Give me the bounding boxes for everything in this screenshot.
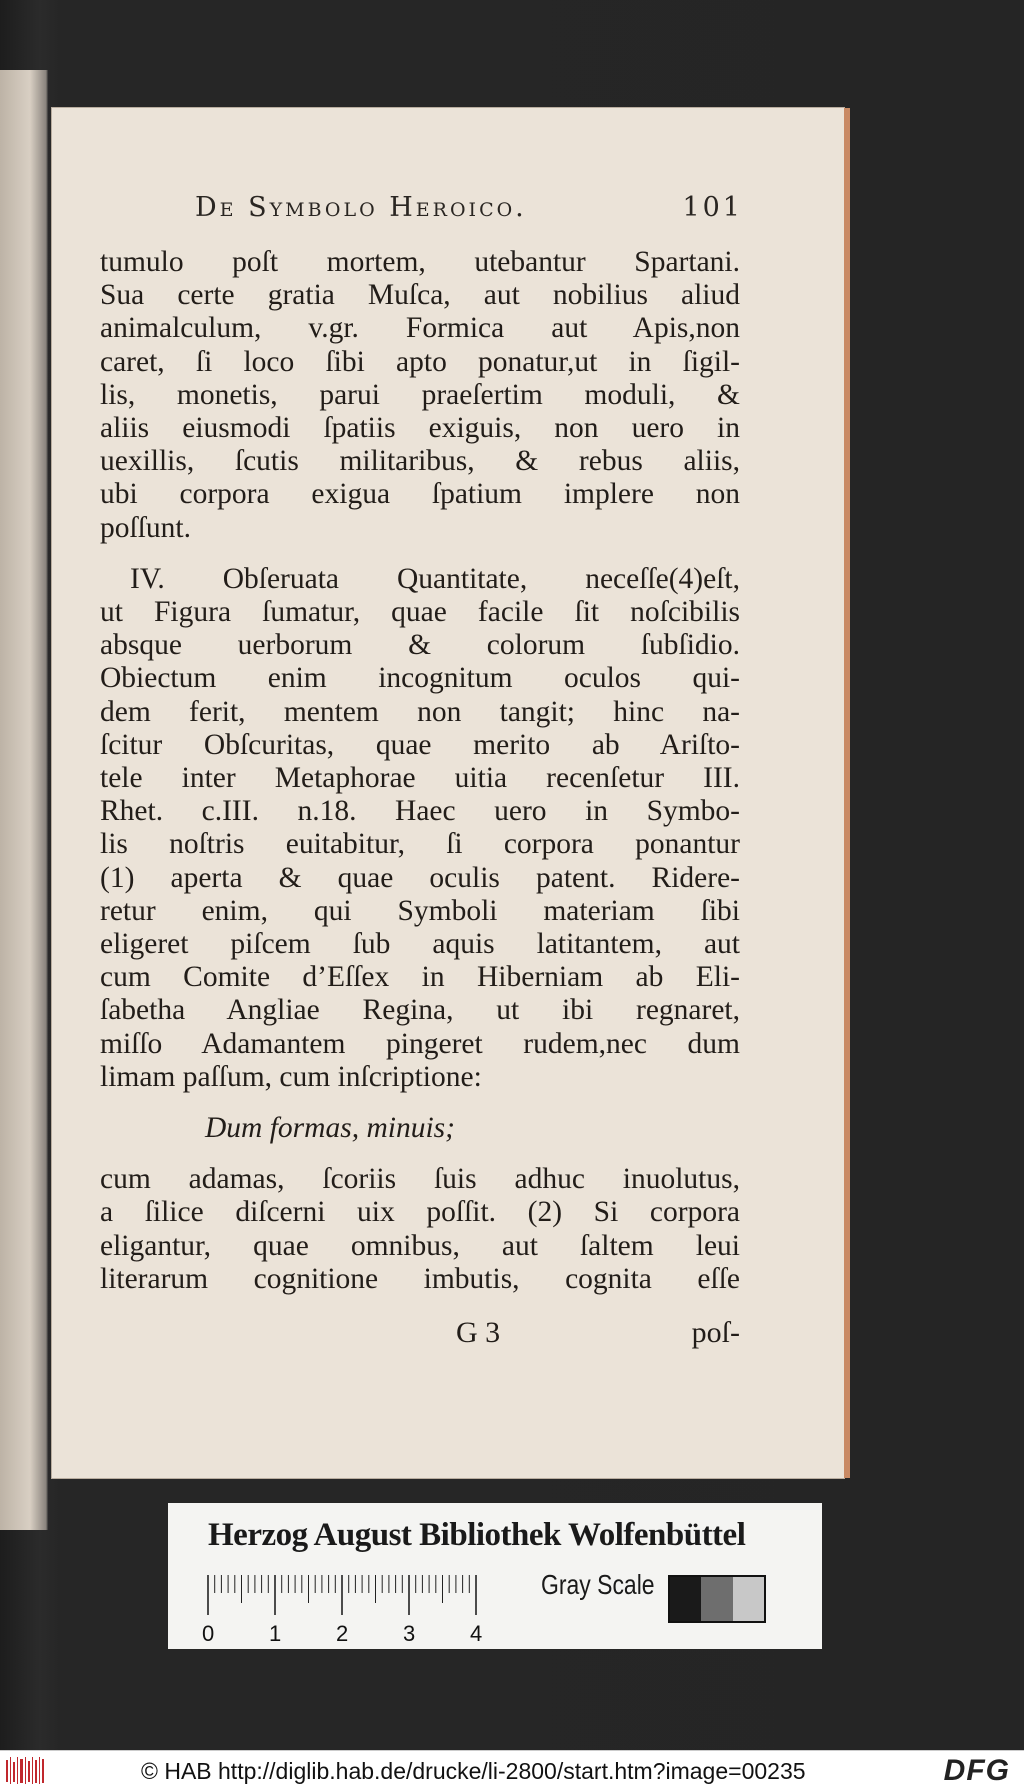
text-line: eligantur, quae omnibus, aut ſaltem leui	[100, 1229, 740, 1262]
page-number: 101	[682, 192, 743, 223]
text-line: caret, ſi loco ſibi apto ponatur,ut in ſigil-	[100, 345, 740, 378]
signature-mark: G 3	[456, 1316, 501, 1349]
running-title: De Symbolo Heroico.	[195, 192, 527, 223]
text-line: a ſilice diſcerni uix poſſit. (2) Si corpora	[100, 1196, 740, 1229]
text-line: dem ferit, mentem non tangit; hinc na-	[100, 695, 740, 728]
library-color-card	[168, 1503, 822, 1649]
text-line: Sua certe gratia Muſca, aut nobilius aliud	[100, 279, 740, 312]
paragraph	[100, 563, 740, 1094]
text-line: poſſunt.	[100, 511, 191, 544]
text-line: tumulo poſt mortem, utebantur Spartani.	[100, 246, 740, 278]
text-line: animalculum, v.gr. Formica aut Apis,non	[100, 312, 740, 345]
barcode-icon	[6, 1757, 44, 1784]
text-line: aliis eiusmodi ſpatiis exiguis, non uero in	[100, 412, 740, 445]
text-line: eligeret piſcem ſub aquis latitantem, aut	[100, 928, 740, 961]
text-line: limam paſſum, cum inſcriptione:	[100, 1060, 482, 1093]
ruler-number: 0	[202, 1621, 215, 1646]
ruler-numbers	[202, 1621, 536, 1646]
ruler-number: 2	[336, 1621, 349, 1646]
text-line: ſabetha Angliae Regina, ut ibi regnaret,	[100, 994, 740, 1027]
measurement-ruler	[202, 1571, 516, 1646]
text-line: uexillis, ſcutis militaribus, & rebus aliis,	[100, 445, 740, 478]
text-line: lis noſtris euitabitur, ſi corpora ponantur	[100, 828, 740, 861]
text-line: IV. Obſeruata Quantitate, neceſſe(4)eſt,	[130, 562, 740, 595]
text-line: tele inter Metaphorae uitia recenſetur III.	[100, 762, 740, 795]
text-line: ut Figura ſumatur, quae facile ſit noſcibilis	[100, 596, 740, 629]
catchword: poſ-	[691, 1316, 740, 1349]
text-line: literarum cognitione imbutis, cognita eſſe	[100, 1262, 740, 1295]
text-line: Rhet. c.III. n.18. Haec uero in Symbo-	[100, 795, 740, 828]
paragraph	[100, 1112, 740, 1145]
text-line: cum adamas, ſcoriis ſuis adhuc inuolutus,	[100, 1163, 740, 1196]
gray-scale-label: Gray Scale	[541, 1569, 655, 1600]
ruler-number: 4	[470, 1621, 483, 1646]
running-header	[195, 192, 743, 223]
gray-swatch	[670, 1577, 701, 1621]
paragraph	[100, 246, 740, 545]
text-line: ſcitur Obſcuritas, quae merito ab Ariſto-	[100, 728, 740, 761]
text-line: Obiectum enim incognitum oculos qui-	[100, 662, 740, 695]
gray-scale-swatches	[668, 1575, 766, 1623]
gray-swatch	[733, 1577, 764, 1621]
adjacent-page-edge	[0, 70, 48, 1530]
ruler-number: 3	[403, 1621, 416, 1646]
text-line: absque uerborum & colorum ſubſidio.	[100, 629, 740, 662]
book-page	[52, 108, 844, 1478]
paragraph	[100, 1163, 740, 1296]
ruler-number: 1	[269, 1621, 282, 1646]
verse-line: Dum formas, minuis;	[205, 1112, 455, 1145]
ruler-ticks	[206, 1571, 516, 1615]
text-line: (1) aperta & quae oculis patent. Ridere-	[100, 861, 740, 894]
text-line: ubi corpora exigua ſpatium implere non	[100, 478, 740, 511]
text-line: cum Comite d’Eſſex in Hiberniam ab Eli-	[100, 961, 740, 994]
gray-swatch	[701, 1577, 732, 1621]
text-line: miſſo Adamantem pingeret rudem,nec dum	[100, 1027, 740, 1060]
dfg-logo: DFG	[943, 1754, 1010, 1787]
text-line: lis, monetis, parui praeſertim moduli, &	[100, 378, 740, 411]
page-body-text	[100, 246, 740, 1296]
copyright-link[interactable]: © HAB http://diglib.hab.de/drucke/li-2800/start.htm?image=00235	[141, 1758, 806, 1784]
text-line: retur enim, qui Symboli materiam ſibi	[100, 894, 740, 927]
page-footer	[100, 1316, 740, 1356]
library-name: Herzog August Bibliothek Wolfenbüttel	[208, 1517, 746, 1553]
attribution-bar	[0, 1750, 1024, 1790]
